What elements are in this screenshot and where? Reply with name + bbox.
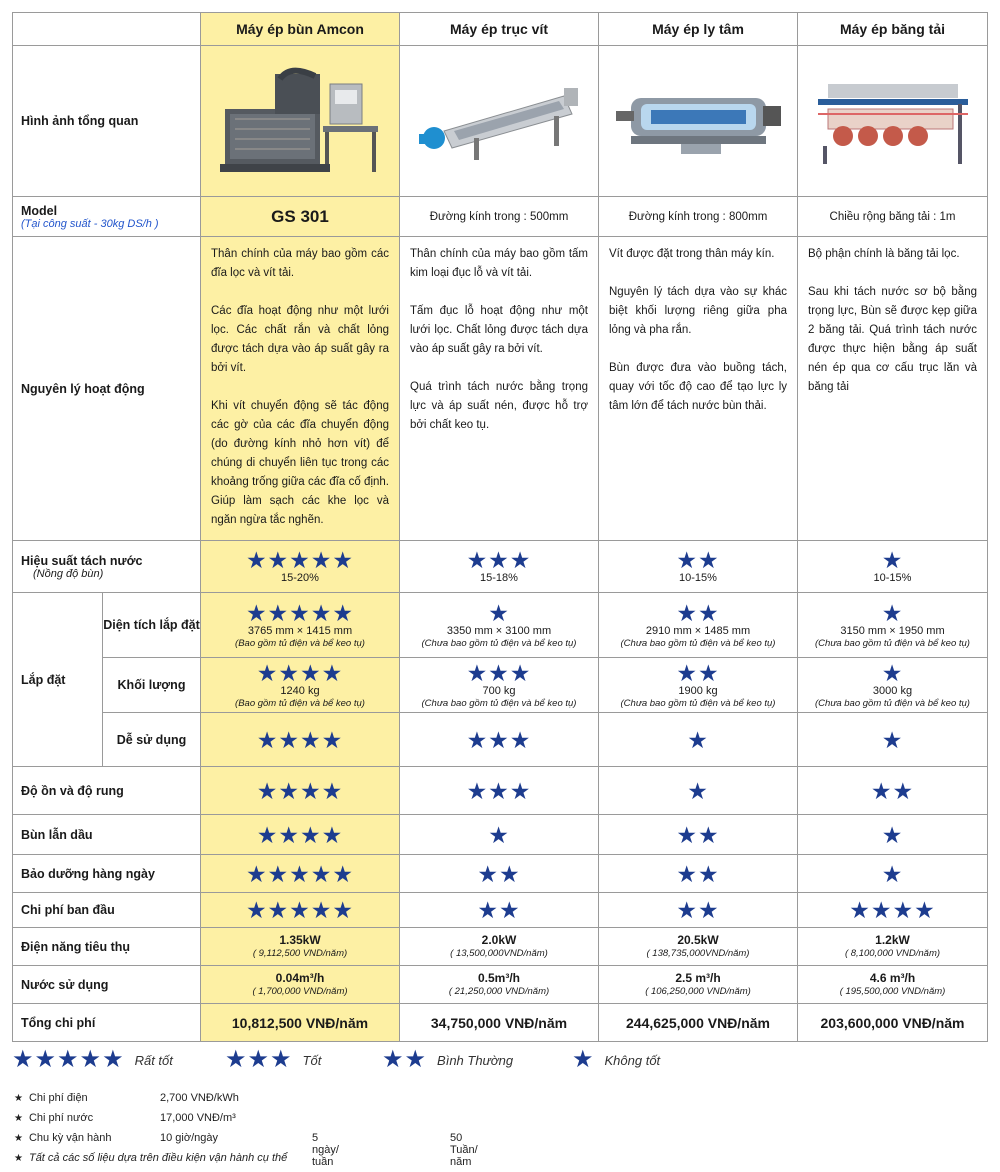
belt-weight-value: 3000 kg xyxy=(872,684,913,697)
centrifuge-area-note: (Chưa bao gồm tủ điện và bể keo tụ) xyxy=(620,637,776,649)
star-icon: ★ xyxy=(687,777,709,804)
amcon-eff-value: 15-20% xyxy=(281,572,319,584)
total-label: Tổng chi phí xyxy=(13,1004,201,1042)
screw-machine-image xyxy=(400,46,599,197)
note-cycle-3: 50 Tuần/ năm xyxy=(450,1132,478,1168)
screw-power-note: ( 13,500,000VND/năm) xyxy=(450,948,548,959)
screw-efficiency xyxy=(400,541,599,593)
initial-label: Chi phí ban đầu xyxy=(13,893,201,928)
star-icon: ★ xyxy=(881,821,904,848)
star-icon: ★★★★ xyxy=(256,659,344,686)
star-icon: ★★★★ xyxy=(256,777,344,804)
belt-principle xyxy=(798,237,988,541)
star-icon: ★ xyxy=(14,1093,23,1104)
screw-model: Đường kính trong : 500mm xyxy=(400,197,599,237)
principle-label: Nguyên lý hoạt động xyxy=(13,237,201,541)
star-icon: ★★★★ xyxy=(256,726,344,753)
screw-principle-p1: Thân chính của máy bao gồm tấm kim loại đục lỗ và vít tải. xyxy=(410,248,588,279)
amcon-principle xyxy=(201,237,400,541)
centrifuge-principle xyxy=(599,237,798,541)
centrifuge-power-value: 20.5kW xyxy=(677,933,719,947)
noise-row xyxy=(13,767,988,815)
star-icon: ★ xyxy=(881,547,904,573)
belt-efficiency xyxy=(798,541,988,593)
note-footnote xyxy=(14,1152,287,1172)
star-icon: ★★ xyxy=(676,659,720,686)
weight-row xyxy=(13,658,988,713)
amcon-total: 10,812,500 VNĐ/năm xyxy=(201,1004,400,1042)
legend-item-good xyxy=(225,1048,321,1072)
belt-total: 203,600,000 VNĐ/năm xyxy=(798,1004,988,1042)
centrifuge-water-note: ( 106,250,000 VND/năm) xyxy=(645,986,751,997)
centrifuge-area-value: 2910 mm × 1485 mm xyxy=(645,624,751,637)
efficiency-row xyxy=(13,541,988,593)
centrifuge-eff-value: 10-15% xyxy=(679,572,717,584)
note-electricity xyxy=(14,1092,287,1112)
amcon-water-note: ( 1,700,000 VND/năm) xyxy=(252,986,348,997)
centrifuge-area xyxy=(599,593,798,658)
note-elec-label: Chi phí điện xyxy=(28,1092,88,1104)
water-row xyxy=(13,966,988,1004)
star-icon: ★★ xyxy=(477,897,521,923)
amcon-area xyxy=(201,593,400,658)
amcon-water-value: 0.04m³/h xyxy=(275,971,325,985)
note-footnote-text: Tất cả các số liệu dựa trên điều kiện vận hành cụ thể xyxy=(28,1152,288,1164)
screw-weight-value: 700 kg xyxy=(482,684,516,697)
screw-water-note: ( 21,250,000 VND/năm) xyxy=(448,986,550,997)
screw-weight xyxy=(400,658,599,713)
star-icon: ★ xyxy=(488,821,510,848)
note-cycle-1: 10 giờ/ngày xyxy=(160,1132,218,1144)
star-icon: ★★ xyxy=(676,897,720,923)
noise-label: Độ ồn và độ rung xyxy=(13,767,201,815)
star-icon: ★ xyxy=(14,1113,23,1124)
model-note: (Tại công suất - 30kg DS/h ) xyxy=(21,217,159,230)
centrifuge-model: Đường kính trong : 800mm xyxy=(599,197,798,237)
star-icon: ★★ xyxy=(676,547,720,573)
amcon-power-note: ( 9,112,500 VND/năm) xyxy=(252,948,348,959)
model-label: Model xyxy=(21,203,58,218)
star-icon: ★★★★★ xyxy=(245,599,355,626)
header-empty xyxy=(13,13,201,46)
legend-label: Bình Thường xyxy=(437,1052,514,1068)
screw-area-value: 3350 mm × 3100 mm xyxy=(446,624,552,637)
star-icon: ★★★★★ xyxy=(245,860,355,887)
header-row xyxy=(13,13,988,46)
star-icon: ★★ xyxy=(676,821,720,848)
centrifuge-weight-value: 1900 kg xyxy=(678,684,718,697)
centrifuge-principle-p3: Bùn được đưa vào buồng tách, quay với tốc độ cao để tạo lực ly tâm lớn để tách nước bùn thải. xyxy=(609,362,787,412)
note-elec-value: 2,700 VNĐ/kWh xyxy=(160,1092,239,1104)
belt-weight xyxy=(798,658,988,713)
weight-label: Khối lượng xyxy=(103,658,201,713)
centrifuge-weight xyxy=(599,658,798,713)
belt-area-note: (Chưa bao gồm tủ điện và bể keo tụ) xyxy=(815,637,970,649)
ease-row xyxy=(13,713,988,767)
centrifuge-machine-image xyxy=(599,46,798,197)
belt-principle-p2: Sau khi tách nước sơ bộ bằng trọng lực, Bùn sẽ được kẹp giữa 2 băng tải. Quá trình tách nước được thực hiện bằng áp suất nén ép qua cơ cấu trục lăn và băng tải xyxy=(808,286,977,393)
centrifuge-power-note: ( 138,735,000VND/năm) xyxy=(646,948,750,959)
star-icon: ★★ xyxy=(676,860,720,887)
centrifuge-water-value: 2.5 m³/h xyxy=(675,971,721,985)
amcon-principle-p3: Khi vít chuyển động sẽ tác động các gờ của các đĩa chuyển động (do đường kính nhỏ hơn vít) để chúng di chuyển liên tục trong các khoảng trống giữa các đĩa cố định. Giúp làm sạch các khe lọc và ngăn ngừa tắc nghẽn. xyxy=(211,400,389,526)
note-cycle-2: 5 ngày/ tuần xyxy=(312,1132,339,1168)
star-icon: ★ xyxy=(881,599,904,626)
amcon-principle-p2: Các đĩa hoạt động như một lưới lọc. Các chất rắn và chất lỏng được tách dựa vào áp suất gây ra bởi vít. xyxy=(211,305,389,374)
star-icon: ★★★ xyxy=(466,726,532,753)
install-label: Lắp đặt xyxy=(13,593,103,767)
note-water xyxy=(14,1112,287,1132)
star-icon: ★★★★★ xyxy=(12,1046,125,1073)
belt-power-value: 1.2kW xyxy=(875,933,910,947)
star-icon: ★ xyxy=(881,726,904,753)
area-label: Diện tích lắp đặt xyxy=(103,593,201,658)
header-belt: Máy ép băng tải xyxy=(798,13,988,46)
amcon-machine-image xyxy=(201,46,400,197)
screw-power-value: 2.0kW xyxy=(481,933,517,947)
amcon-efficiency xyxy=(201,541,400,593)
amcon-weight xyxy=(201,658,400,713)
centrifuge-total: 244,625,000 VNĐ/năm xyxy=(599,1004,798,1042)
oily-label: Bùn lẫn dầu xyxy=(13,815,201,855)
amcon-model: GS 301 xyxy=(201,197,400,237)
star-icon: ★★★ xyxy=(466,547,532,573)
star-icon: ★ xyxy=(488,599,510,626)
centrifuge-weight-note: (Chưa bao gồm tủ điện và bể keo tụ) xyxy=(620,697,776,709)
screw-principle-p3: Quá trình tách nước bằng trọng lực và áp suất nén, được hỗ trợ bởi chất keo tụ. xyxy=(410,381,588,431)
water-label: Nước sử dụng xyxy=(13,966,201,1004)
initial-row xyxy=(13,893,988,928)
area-row xyxy=(13,593,988,658)
comparison-table-wrapper xyxy=(12,12,987,1042)
star-icon: ★ xyxy=(14,1153,23,1164)
belt-weight-note: (Chưa bao gồm tủ điện và bể keo tụ) xyxy=(815,697,970,709)
star-icon: ★ xyxy=(687,726,709,753)
screw-principle-p2: Tấm đục lỗ hoạt động như một lưới lọc. Chất lỏng được tách dựa vào áp suất gây ra bởi vít. xyxy=(410,305,588,355)
star-icon: ★★★★★ xyxy=(245,897,355,923)
belt-model: Chiều rộng băng tải : 1m xyxy=(798,197,988,237)
star-icon: ★★★★★ xyxy=(245,547,355,573)
efficiency-note: (Nồng độ bùn) xyxy=(33,567,104,580)
amcon-weight-value: 1240 kg xyxy=(280,684,320,697)
header-centrifuge: Máy ép ly tâm xyxy=(599,13,798,46)
legend-item-average xyxy=(382,1048,513,1072)
amcon-weight-note: (Bao gồm tủ điện và bể keo tụ) xyxy=(235,697,365,709)
star-icon: ★★ xyxy=(870,777,915,804)
cost-notes xyxy=(14,1092,478,1172)
note-water-value: 17,000 VNĐ/m³ xyxy=(160,1112,236,1124)
star-icon: ★★ xyxy=(676,599,720,626)
legend-label: Không tốt xyxy=(604,1052,661,1068)
legend-label: Rất tốt xyxy=(134,1052,173,1068)
principle-row xyxy=(13,237,988,541)
star-icon: ★★★ xyxy=(225,1046,293,1073)
screw-area xyxy=(400,593,599,658)
screw-water-value: 0.5m³/h xyxy=(477,971,520,985)
star-icon: ★★★★ xyxy=(256,821,344,848)
amcon-power-value: 1.35kW xyxy=(279,933,321,947)
centrifuge-principle-p1: Vít được đặt trong thân máy kín. xyxy=(609,248,775,260)
total-row xyxy=(13,1004,988,1042)
screw-area-note: (Chưa bao gồm tủ điện và bể keo tụ) xyxy=(421,637,577,649)
model-row xyxy=(13,197,988,237)
efficiency-label-cell xyxy=(13,541,201,593)
star-icon: ★★ xyxy=(382,1046,428,1073)
legend-label: Tốt xyxy=(302,1052,322,1068)
note-cycle-label: Chu kỳ vận hành xyxy=(28,1132,112,1144)
star-icon: ★★★★ xyxy=(849,897,936,923)
star-icon: ★★★ xyxy=(466,659,532,686)
belt-principle-p1: Bộ phận chính là băng tải lọc. xyxy=(808,248,960,260)
overview-row xyxy=(13,46,988,197)
belt-water-note: ( 195,500,000 VND/năm) xyxy=(839,986,946,997)
oily-row xyxy=(13,815,988,855)
star-icon: ★ xyxy=(881,659,904,686)
note-water-label: Chi phí nước xyxy=(28,1112,94,1124)
amcon-principle-p1: Thân chính của máy bao gồm các đĩa lọc và vít tải. xyxy=(211,248,389,279)
centrifuge-efficiency xyxy=(599,541,798,593)
screw-principle xyxy=(400,237,599,541)
power-label: Điện năng tiêu thụ xyxy=(13,928,201,966)
star-icon: ★ xyxy=(881,860,904,887)
belt-area-value: 3150 mm × 1950 mm xyxy=(840,624,945,637)
belt-machine-image xyxy=(798,46,988,197)
belt-area xyxy=(798,593,988,658)
comparison-table xyxy=(12,12,988,1042)
header-amcon: Máy ép bùn Amcon xyxy=(201,13,400,46)
power-row xyxy=(13,928,988,966)
legend-item-excellent xyxy=(12,1048,173,1072)
belt-power-note: ( 8,100,000 VND/năm) xyxy=(844,948,941,959)
screw-eff-value: 15-18% xyxy=(480,572,518,584)
centrifuge-principle-p2: Nguyên lý tách dựa vào sự khác biệt khối lượng riêng giữa pha lỏng và pha rắn. xyxy=(609,286,787,336)
star-icon: ★ xyxy=(14,1133,23,1144)
amcon-area-value: 3765 mm × 1415 mm xyxy=(247,624,353,637)
overview-label: Hình ảnh tổng quan xyxy=(13,46,201,197)
header-screw: Máy ép trục vít xyxy=(400,13,599,46)
ease-label: Dễ sử dụng xyxy=(103,713,201,767)
efficiency-label: Hiệu suất tách nước xyxy=(21,553,143,568)
screw-total: 34,750,000 VNĐ/năm xyxy=(400,1004,599,1042)
amcon-area-note: (Bao gồm tủ điện và bể keo tụ) xyxy=(235,637,365,649)
star-icon: ★ xyxy=(572,1046,595,1073)
model-label-cell xyxy=(13,197,201,237)
maint-label: Bảo dưỡng hàng ngày xyxy=(13,855,201,893)
belt-eff-value: 10-15% xyxy=(873,572,912,584)
rating-legend xyxy=(12,1048,987,1078)
maint-row xyxy=(13,855,988,893)
star-icon: ★★ xyxy=(477,860,521,887)
belt-water-value: 4.6 m³/h xyxy=(869,971,916,985)
legend-item-poor xyxy=(572,1048,660,1072)
star-icon: ★★★ xyxy=(466,777,532,804)
screw-weight-note: (Chưa bao gồm tủ điện và bể keo tụ) xyxy=(421,697,577,709)
